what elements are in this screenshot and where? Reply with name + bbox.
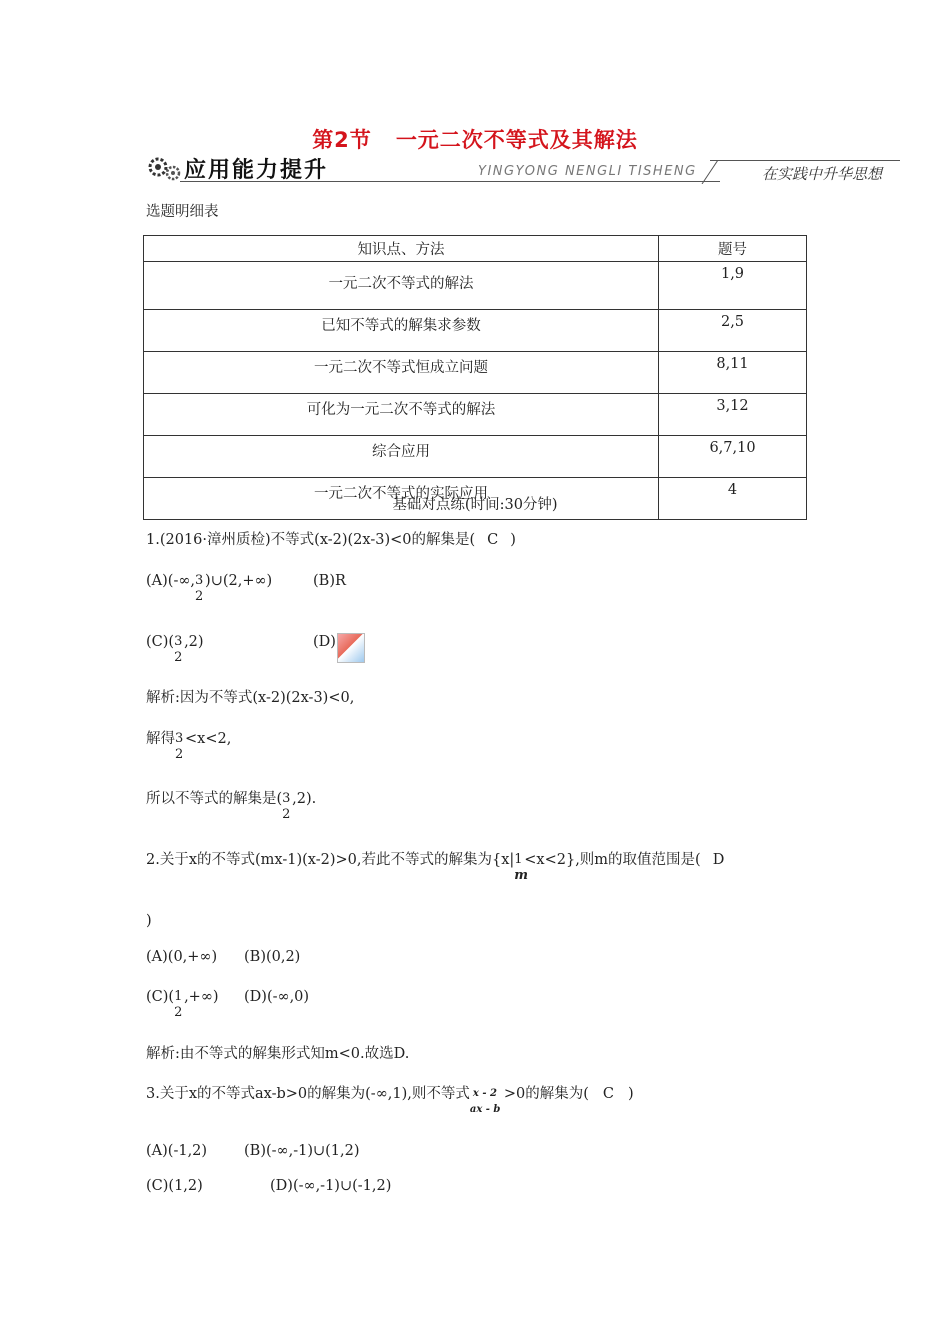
q1-option-c: (C)( 3 2 ,2) [146,634,204,665]
q3-option-a: (A)(-1,2) [146,1143,208,1159]
q1-solution-line2: 解得 3 2 <x<2, [146,731,232,762]
q1-option-b: (B)R [313,573,346,589]
slash-icon [700,160,720,184]
q1-answer: C [487,532,499,548]
q1-solution-line1: 解析:因为不等式(x-2)(2x-3)<0, [146,690,355,706]
broken-image-icon [337,633,365,663]
section-heading: 基础对点练(时间:30分钟) [392,497,558,513]
q1-solution-line3: 所以不等式的解集是( 3 2 ,2). [146,791,317,822]
table-cell: 2,5 [659,310,807,352]
table-caption: 选题明细表 [146,204,219,220]
topic-table [143,235,807,520]
q1-option-d: (D) [313,634,336,650]
q2-option-b: (B)(0,2) [244,949,301,965]
table-cell: 已知不等式的解集求参数 [144,310,659,352]
q3-option-c: (C)(1,2) [146,1178,203,1194]
q1-stem: 1.(2016·漳州质检)不等式(x-2)(2x-3)<0的解集是( C ) [146,532,516,548]
table-cell: 一元二次不等式的解法 [144,262,659,310]
q2-stem: 2.关于x的不等式(mx-1)(x-2)>0,若此不等式的解集为{x| 1 m <x<2},则m的取值范围是( D [146,852,725,883]
q3-stem: 3.关于x的不等式ax-b>0的解集为(-∞,1),则不等式 x - 2 ax - b >0的解集为( C ) [146,1086,634,1115]
table-header-cell: 知识点、方法 [144,236,659,262]
banner-slogan: 在实践中升华思想 [762,165,883,183]
table-cell: 可化为一元二次不等式的解法 [144,394,659,436]
q2-solution: 解析:由不等式的解集形式知m<0.故选D. [146,1046,410,1062]
q2-answer: D [712,852,725,868]
table-cell: 综合应用 [144,436,659,478]
table-cell: 一元二次不等式的实际应用 [144,478,659,520]
q2-close: ) [146,913,152,929]
table-cell: 3,12 [659,394,807,436]
table-row [144,394,807,436]
table-cell: 一元二次不等式恒成立问题 [144,352,659,394]
q2-option-a: (A)(0,+∞) [146,949,218,965]
gear-icon [146,153,182,183]
table-cell: 1,9 [659,262,807,310]
table-row [144,352,807,394]
banner-divider [180,181,720,182]
q3-option-b: (B)(-∞,-1)∪(1,2) [244,1143,360,1159]
table-cell: 8,11 [659,352,807,394]
q3-answer: C [602,1086,615,1102]
banner-title: 应用能力提升 [184,158,329,183]
table-row [144,436,807,478]
table-cell: 6,7,10 [659,436,807,478]
q2-option-c: (C)( 1 2 ,+∞) [146,989,219,1020]
q1-option-a: (A)(-∞, 3 2 )∪(2,+∞) [146,573,273,604]
q3-option-d: (D)(-∞,-1)∪(-1,2) [270,1178,392,1194]
table-cell: 4 [659,478,807,520]
banner-subtitle: YINGYONG NENGLI TISHENG [478,164,697,179]
table-row [144,262,807,310]
table-row [144,310,807,352]
banner-divider-right [710,160,900,161]
table-header-row [144,236,807,262]
page-title: 第2节 一元二次不等式及其解法 [312,128,638,152]
table-header-cell: 题号 [659,236,807,262]
q2-option-d: (D)(-∞,0) [244,989,310,1005]
